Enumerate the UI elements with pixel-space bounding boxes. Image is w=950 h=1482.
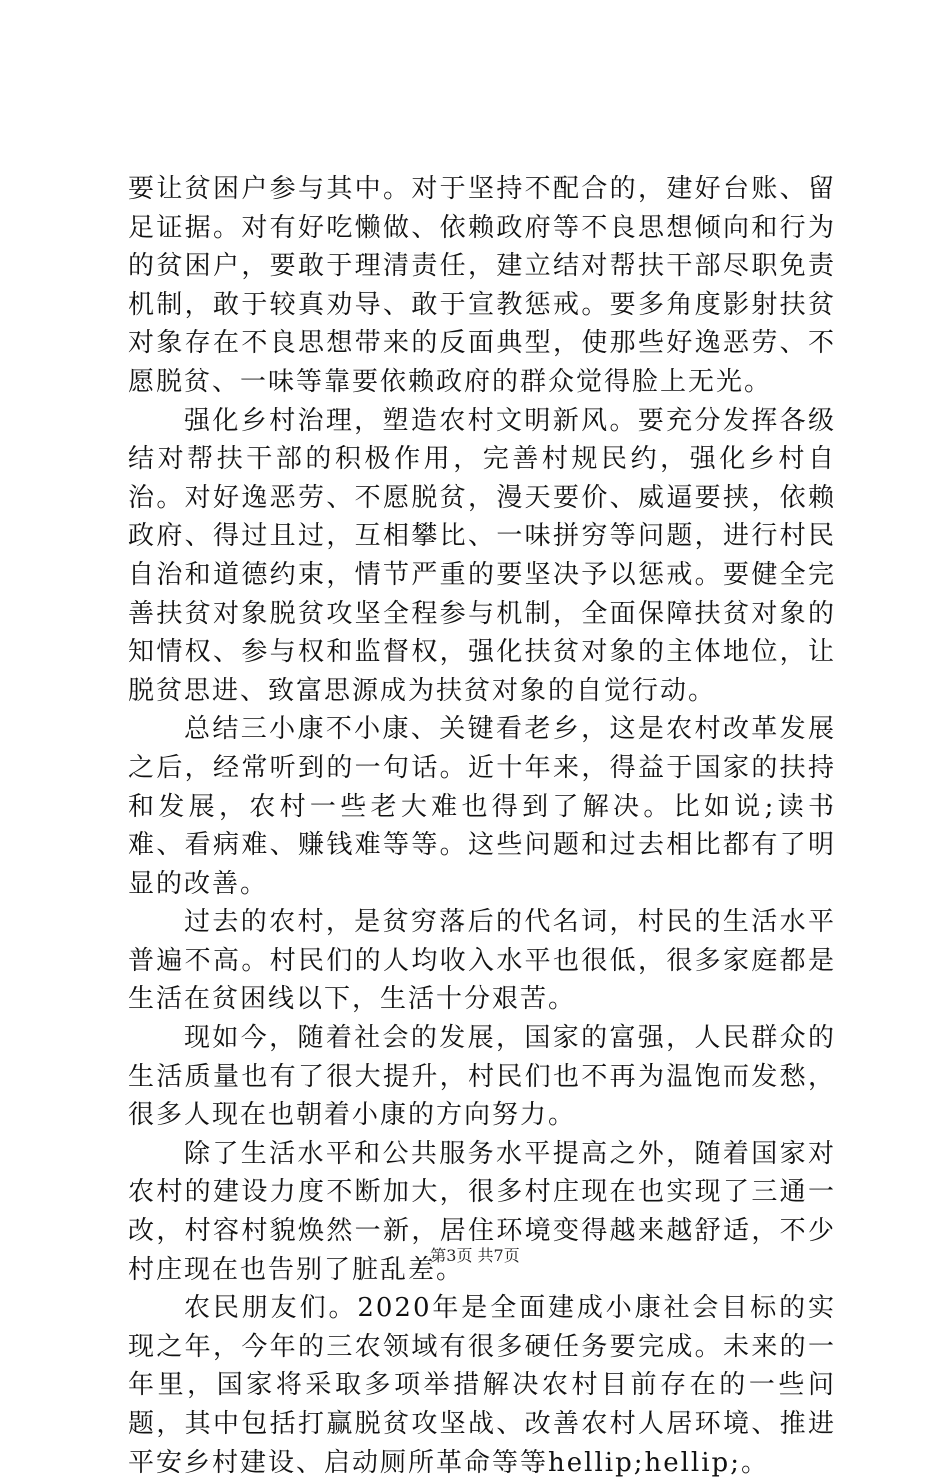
paragraph-6: 除了生活水平和公共服务水平提高之外，随着国家对农村的建设力度不断加大，很多村庄现在也实现了三通一改，村容村貌焕然一新，居住环境变得越来越舒适，不少村庄现在也告别了脏乱差。 bbox=[128, 1138, 836, 1285]
document-body bbox=[128, 170, 836, 1482]
paragraph-5: 现如今，随着社会的发展，国家的富强，人民群众的生活质量也有了很大提升，村民们也不再为温饱而发愁，很多人现在也朝着小康的方向努力。 bbox=[128, 1023, 836, 1131]
paragraph-3: 总结三小康不小康、关键看老乡，这是农村改革发展之后，经常听到的一句话。近十年来，得益于国家的扶持和发展，农村一些老大难也得到了解决。比如说;读书难、看病难、赚钱难等等。这些问题和过去相比都有了明显的改善。 bbox=[128, 714, 836, 899]
paragraph-1: 要让贫困户参与其中。对于坚持不配合的，建好台账、留足证据。对有好吃懒做、依赖政府等不良思想倾向和行为的贫困户，要敢于理清责任，建立结对帮扶干部尽职免责机制，敢于较真劝导、敢于宣教惩戒。要多角度影射扶贫对象存在不良思想带来的反面典型，使那些好逸恶劳、不愿脱贫、一味等靠要依赖政府的群众觉得脸上无光。 bbox=[128, 174, 836, 397]
paragraph-4: 过去的农村，是贫穷落后的代名词，村民的生活水平普遍不高。村民们的人均收入水平也很低，很多家庭都是生活在贫困线以下，生活十分艰苦。 bbox=[128, 907, 836, 1015]
page-footer bbox=[0, 1245, 950, 1267]
paragraph-7: 农民朋友们。2020年是全面建成小康社会目标的实现之年，今年的三农领域有很多硬任务要完成。未来的一年里，国家将采取多项举措解决农村目前存在的一些问题，其中包括打赢脱贫攻坚战、改善农村人居环境、推进平安乡村建设、启动厕所革命等等hellip;hellip;。 bbox=[128, 1293, 836, 1478]
paragraph-2: 强化乡村治理，塑造农村文明新风。要充分发挥各级结对帮扶干部的积极作用，完善村规民约，强化乡村自治。对好逸恶劳、不愿脱贫，漫天要价、威逼要挟，依赖政府、得过且过，互相攀比、一味拼穷等问题，进行村民自治和道德约束，情节严重的要坚决予以惩戒。要健全完善扶贫对象脱贫攻坚全程参与机制，全面保障扶贫对象的知情权、参与权和监督权，强化扶贫对象的主体地位，让脱贫思进、致富思源成为扶贫对象的自觉行动。 bbox=[128, 405, 836, 706]
page-number-label: 第3页 共7页 bbox=[430, 1246, 520, 1265]
